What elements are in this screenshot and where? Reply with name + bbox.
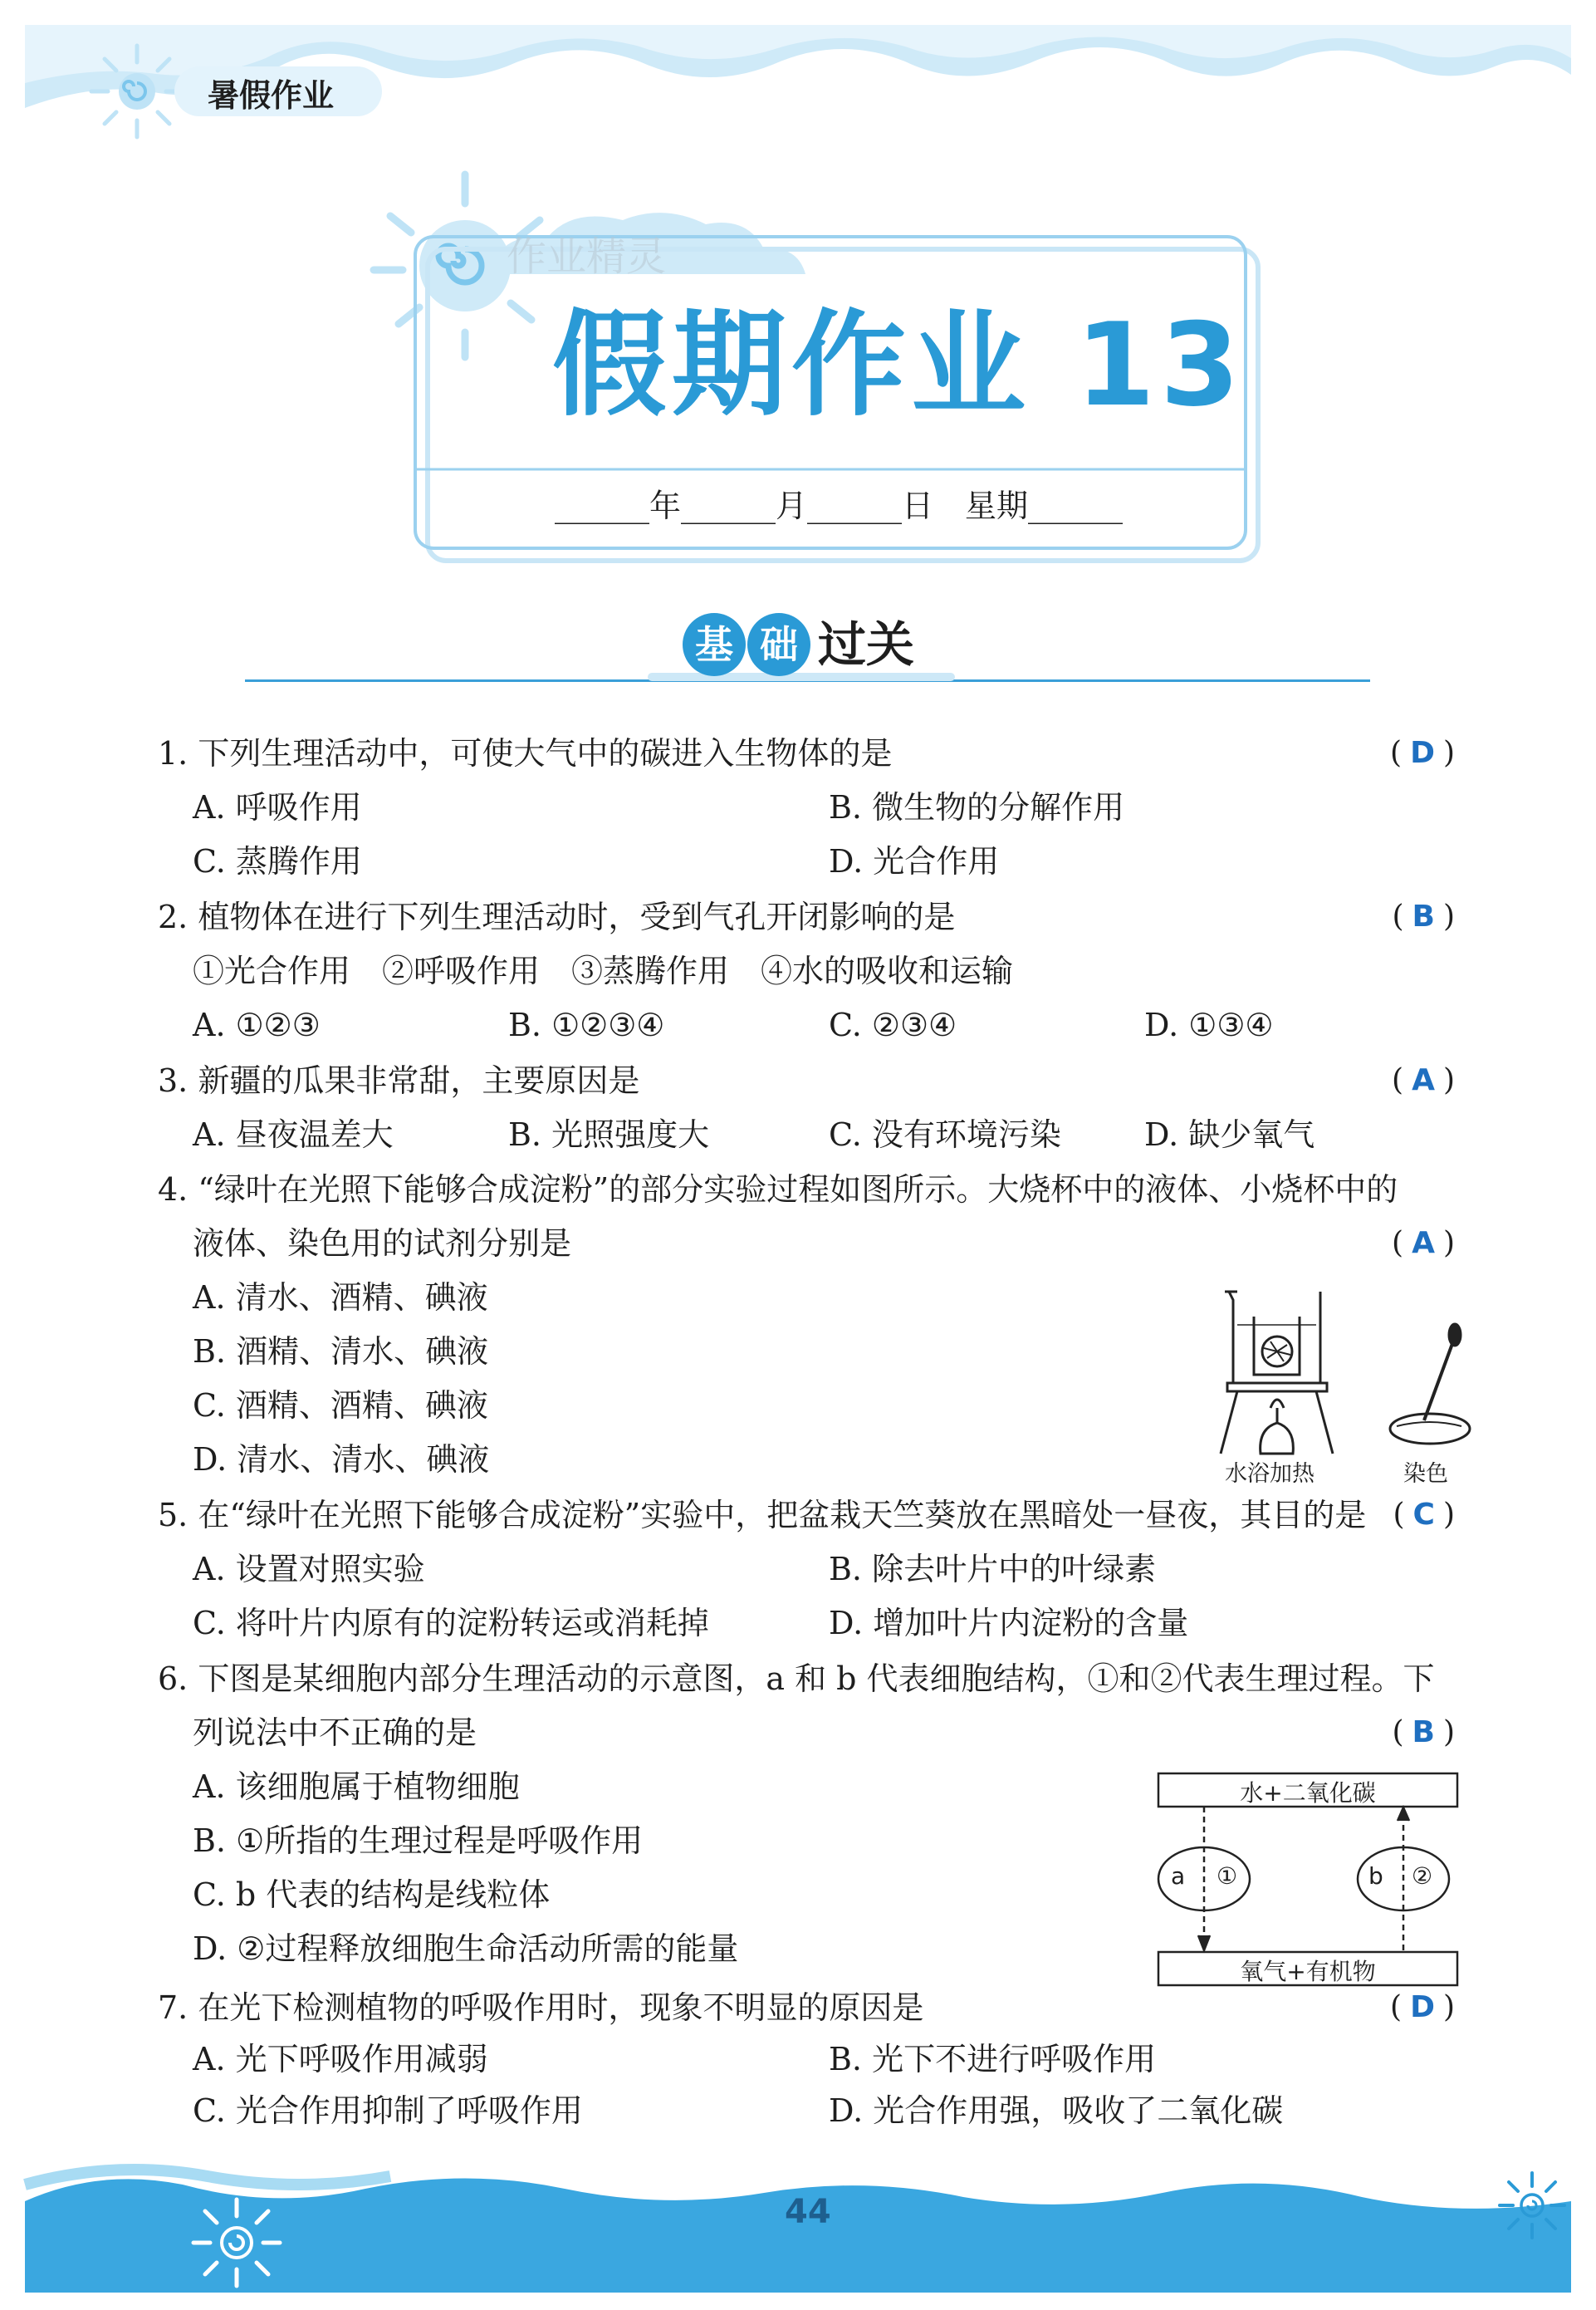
q1-option-b: B. 微生物的分解作用 <box>829 789 1125 826</box>
q6-label-a: a <box>1171 1862 1186 1890</box>
q6-answer-value: B <box>1412 1715 1435 1749</box>
q3-option-d: D. 缺少氧气 <box>1144 1116 1315 1153</box>
q7-stem: 7. 在光下检测植物的呼吸作用时，现象不明显的原因是 <box>158 1989 924 2026</box>
q7-option-b: B. 光下不进行呼吸作用 <box>829 2041 1157 2077</box>
section-badge-2: 础 <box>747 613 810 676</box>
q6-stem: 6. 下图是某细胞内部分生理活动的示意图，a 和 b 代表细胞结构，①和②代表生理过程。下 <box>158 1660 1435 1697</box>
q2-option-d: D. ①③④ <box>1144 1007 1274 1043</box>
q3-option-c: C. 没有环境污染 <box>829 1116 1061 1153</box>
q3-answer-value: A <box>1412 1063 1435 1097</box>
date-line: ______年______月______日 星期______ <box>555 488 1124 524</box>
section-badge-1: 基 <box>683 613 746 676</box>
q6-label-process-2: ② <box>1412 1862 1433 1890</box>
sun-icon-bottom-left <box>187 2193 286 2293</box>
q6-box-top-label: 水+二氧化碳 <box>1240 1779 1376 1807</box>
q3-stem: 3. 新疆的瓜果非常甜，主要原因是 <box>158 1062 640 1099</box>
q2-answer: ( B ) <box>1392 900 1455 934</box>
q2-stem: 2. 植物体在进行下列生理活动时，受到气孔开闭影响的是 <box>158 899 956 935</box>
q1-option-c: C. 蒸腾作用 <box>193 843 362 880</box>
q6-option-d: D. ②过程释放细胞生命活动所需的能量 <box>193 1930 739 1967</box>
q5-option-a: A. 设置对照实验 <box>193 1551 425 1587</box>
q1-answer: ( D ) <box>1390 736 1455 770</box>
q6-option-a: A. 该细胞属于植物细胞 <box>193 1768 520 1805</box>
q5-answer: ( C ) <box>1393 1498 1455 1532</box>
q1-answer-value: D <box>1410 736 1435 770</box>
page-title: 假期作业 13 <box>552 298 1246 432</box>
page-number: 44 <box>785 2193 831 2231</box>
q5-answer-value: C <box>1412 1498 1435 1532</box>
q4-answer: ( A ) <box>1392 1226 1455 1260</box>
q7-option-a: A. 光下呼吸作用减弱 <box>193 2041 488 2077</box>
q2-option-a: A. ①②③ <box>193 1007 321 1043</box>
q3-option-b: B. 光照强度大 <box>508 1116 710 1153</box>
q3-answer: ( A ) <box>1392 1063 1455 1097</box>
q4-stem: 4. “绿叶在光照下能够合成淀粉”的部分实验过程如图所示。大烧杯中的液体、小烧杯中的 <box>158 1171 1398 1208</box>
q6-label-b: b <box>1368 1862 1383 1890</box>
q3-option-a: A. 昼夜温差大 <box>193 1116 394 1153</box>
q6-option-c: C. b 代表的结构是线粒体 <box>193 1876 551 1913</box>
header-tag-text: 暑假作业 <box>208 77 335 114</box>
q4-label-water-bath: 水浴加热 <box>1225 1461 1314 1487</box>
q7-answer: ( D ) <box>1390 1990 1455 2024</box>
q2-answer-value: B <box>1412 900 1435 934</box>
q4-option-c: C. 酒精、酒精、碘液 <box>193 1387 488 1424</box>
q6-answer: ( B ) <box>1392 1715 1455 1749</box>
section-title: 过关 <box>818 616 915 673</box>
q1-option-d: D. 光合作用 <box>829 843 1000 880</box>
q2-option-c: C. ②③④ <box>829 1007 957 1043</box>
sun-icon-bottom-right <box>1495 2168 1569 2243</box>
q7-option-c: C. 光合作用抑制了呼吸作用 <box>193 2092 583 2129</box>
q1-option-a: A. 呼吸作用 <box>193 789 362 826</box>
q4-option-d: D. 清水、清水、碘液 <box>193 1441 490 1478</box>
q6-stem-line2: 列说法中不正确的是 <box>193 1714 477 1751</box>
q7-answer-value: D <box>1410 1990 1435 2024</box>
q1-stem: 1. 下列生理活动中，可使大气中的碳进入生物体的是 <box>158 735 893 772</box>
q4-stem-line2: 液体、染色用的试剂分别是 <box>193 1225 572 1262</box>
q5-stem: 5. 在“绿叶在光照下能够合成淀粉”实验中，把盆栽天竺葵放在黑暗处一昼夜，其目的是 <box>158 1497 1367 1533</box>
q4-experiment-figure <box>1212 1275 1478 1462</box>
q6-option-b: B. ①所指的生理过程是呼吸作用 <box>193 1822 644 1859</box>
q5-option-b: B. 除去叶片中的叶绿素 <box>829 1551 1157 1587</box>
q7-option-d: D. 光合作用强，吸收了二氧化碳 <box>829 2092 1284 2129</box>
q5-option-d: D. 增加叶片内淀粉的含量 <box>829 1605 1189 1641</box>
q6-label-process-1: ① <box>1217 1862 1238 1890</box>
q2-option-b: B. ①②③④ <box>508 1007 665 1043</box>
q6-box-bottom-label: 氧气+有机物 <box>1240 1958 1376 1985</box>
q4-option-b: B. 酒精、清水、碘液 <box>193 1333 489 1370</box>
q4-answer-value: A <box>1412 1226 1435 1260</box>
q4-option-a: A. 清水、酒精、碘液 <box>193 1279 488 1316</box>
q2-sub-items: ①光合作用 ②呼吸作用 ③蒸腾作用 ④水的吸收和运输 <box>193 953 1014 989</box>
watermark: 作业精灵 <box>507 233 667 280</box>
q4-label-staining: 染色 <box>1403 1461 1448 1487</box>
q5-option-c: C. 将叶片内原有的淀粉转运或消耗掉 <box>193 1605 709 1641</box>
